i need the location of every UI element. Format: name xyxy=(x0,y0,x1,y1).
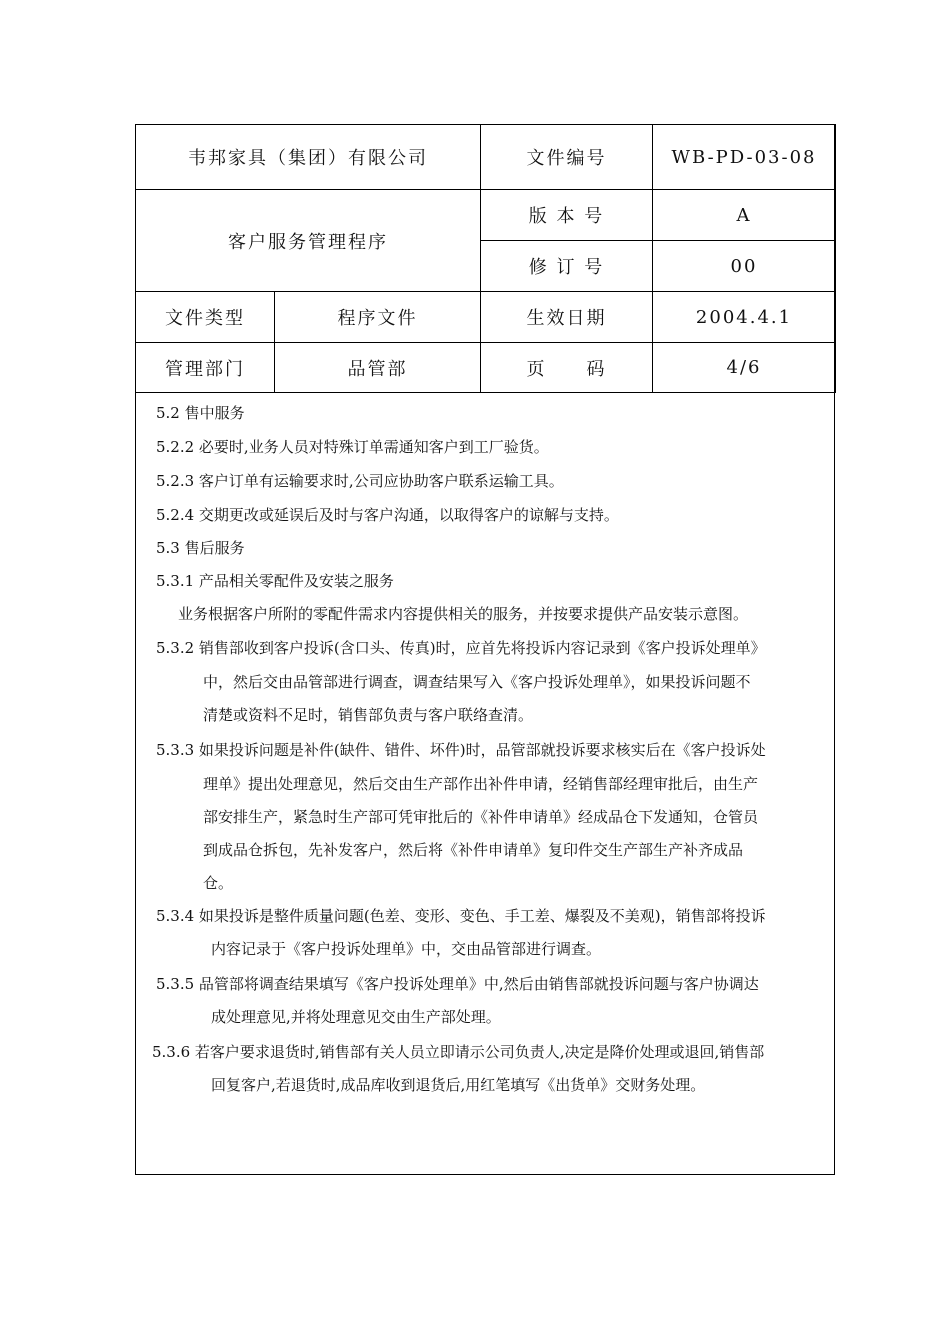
section-5-2-heading: 5.2 售中服务 xyxy=(156,404,245,422)
revision-label: 修 订 号 xyxy=(481,241,653,292)
section-5-3-3-line-2: 理单》提出处理意见，然后交由生产部作出补件申请，经销售部经理审批后，由生产 xyxy=(203,775,759,793)
version-label: 版 本 号 xyxy=(481,190,653,241)
dept-label: 管理部门 xyxy=(136,343,275,393)
section-5-2-4: 5.2.4 交期更改或延误后及时与客户沟通，以取得客户的谅解与支持。 xyxy=(156,506,619,524)
section-5-3-2-line-3: 清楚或资料不足时，销售部负责与客户联络查清。 xyxy=(203,706,534,724)
section-5-3-1: 5.3.1 产品相关零配件及安装之服务 xyxy=(156,572,394,590)
section-5-3-4-line-1: 5.3.4 如果投诉是整件质量问题(色差、变形、变色、手工差、爆裂及不美观)，销售部将投诉 xyxy=(156,907,766,925)
effective-date-value: 2004.4.1 xyxy=(653,292,836,343)
version-value: A xyxy=(653,190,836,241)
section-5-3-2-line-1: 5.3.2 销售部收到客户投诉(含口头、传真)时，应首先将投诉内容记录到《客户投诉处理单》 xyxy=(156,639,766,657)
doc-no-value: WB-PD-03-08 xyxy=(653,125,836,190)
section-5-3-3-line-5: 仓。 xyxy=(203,874,234,892)
section-5-3-5-line-1: 5.3.5 品管部将调查结果填写《客户投诉处理单》中,然后由销售部就投诉问题与客户协调达 xyxy=(156,975,759,993)
revision-value: 00 xyxy=(653,241,836,292)
section-5-3-5-line-2: 成处理意见,并将处理意见交由生产部处理。 xyxy=(211,1008,501,1026)
section-5-3-3-line-1: 5.3.3 如果投诉问题是补件(缺件、错件、坏件)时，品管部就投诉要求核实后在《客户投诉处 xyxy=(156,741,766,759)
section-5-3-3-line-3: 部安排生产，紧急时生产部可凭审批后的《补件申请单》经成品仓下发通知，仓管员 xyxy=(203,808,759,826)
document-title: 客户服务管理程序 xyxy=(136,190,481,292)
type-label: 文件类型 xyxy=(136,292,275,343)
section-5-3-2-line-2: 中，然后交由品管部进行调查，调查结果写入《客户投诉处理单》，如果投诉问题不 xyxy=(203,673,751,691)
header-table xyxy=(135,124,836,393)
section-5-3-3-line-4: 到成品仓拆包，先补发客户，然后将《补件申请单》复印件交生产部生产补齐成品 xyxy=(203,841,744,859)
type-value: 程序文件 xyxy=(275,292,481,343)
section-5-3-heading: 5.3 售后服务 xyxy=(156,539,245,557)
section-5-3-6-line-2: 回复客户,若退货时,成品库收到退货后,用红笔填写《出货单》交财务处理。 xyxy=(211,1076,706,1094)
section-5-3-1-body: 业务根据客户所附的零配件需求内容提供相关的服务，并按要求提供产品安装示意图。 xyxy=(178,605,749,623)
page-value: 4/6 xyxy=(653,343,836,393)
page-label: 页 码 xyxy=(481,343,653,393)
company-name: 韦邦家具（集团）有限公司 xyxy=(136,125,481,190)
effective-date-label: 生效日期 xyxy=(481,292,653,343)
section-5-3-6-line-1: 5.3.6 若客户要求退货时,销售部有关人员立即请示公司负责人,决定是降价处理或退回,销售部 xyxy=(152,1043,765,1061)
section-5-3-4-line-2: 内容记录于《客户投诉处理单》中，交由品管部进行调查。 xyxy=(211,940,602,958)
doc-no-label: 文件编号 xyxy=(481,125,653,190)
section-5-2-3: 5.2.3 客户订单有运输要求时,公司应协助客户联系运输工具。 xyxy=(156,472,564,490)
section-5-2-2: 5.2.2 必要时,业务人员对特殊订单需通知客户到工厂验货。 xyxy=(156,438,549,456)
dept-value: 品管部 xyxy=(275,343,481,393)
